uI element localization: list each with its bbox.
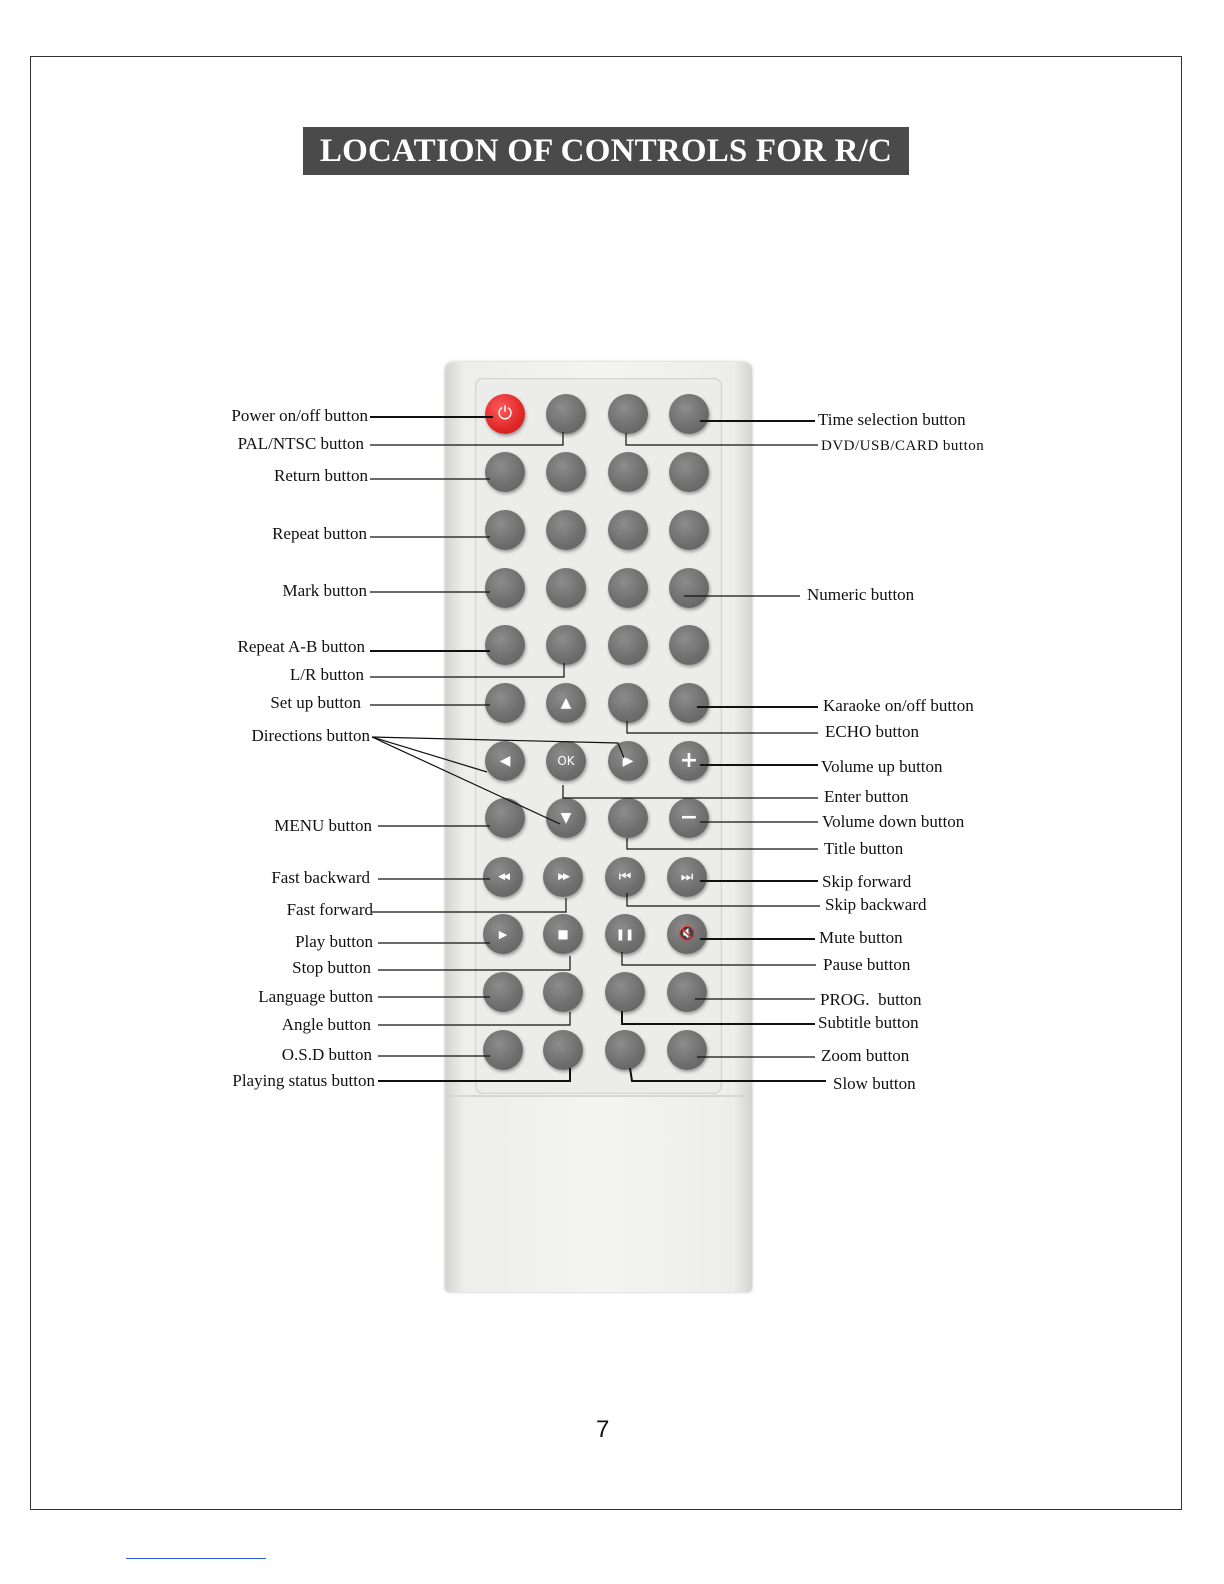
power-icon: ⏻ xyxy=(497,403,513,424)
label-echo: ECHO button xyxy=(825,722,919,741)
pause-icon: ❚❚ xyxy=(615,927,635,941)
label-stop: Stop button xyxy=(292,958,371,977)
play-button[interactable] xyxy=(483,914,523,954)
label-volume-up: Volume up button xyxy=(821,757,943,776)
label-language: Language button xyxy=(258,987,373,1006)
label-power: Power on/off button xyxy=(231,406,368,425)
footer-rule xyxy=(126,1558,266,1559)
numeric-button[interactable] xyxy=(608,510,648,550)
skip-backward-button[interactable] xyxy=(605,857,645,897)
mute-button[interactable] xyxy=(667,914,707,954)
direction-down-button[interactable] xyxy=(546,798,586,838)
label-fast-forward: Fast forward xyxy=(286,900,373,919)
repeat-a-b-button[interactable] xyxy=(485,625,525,665)
numeric-button[interactable] xyxy=(608,452,648,492)
fast-forward-icon: ▶▶ xyxy=(558,871,568,882)
numeric-button[interactable] xyxy=(669,452,709,492)
zoom-button[interactable] xyxy=(667,1030,707,1070)
numeric-button[interactable] xyxy=(669,568,709,608)
label-volume-down: Volume down button xyxy=(822,812,965,831)
numeric-button[interactable] xyxy=(669,625,709,665)
numeric-button[interactable] xyxy=(608,568,648,608)
label-menu: MENU button xyxy=(274,816,372,835)
label-slow: Slow button xyxy=(833,1074,916,1093)
karaoke-button[interactable] xyxy=(669,683,709,723)
label-fast-backward: Fast backward xyxy=(271,868,370,887)
arrow-right-icon: ▶ xyxy=(622,753,634,769)
label-setup: Set up button xyxy=(270,693,361,712)
label-title: Title button xyxy=(824,839,904,858)
playing-status-button[interactable] xyxy=(543,1030,583,1070)
plus-icon: + xyxy=(679,748,699,773)
arrow-down-icon: ▼ xyxy=(560,810,572,826)
title-button[interactable] xyxy=(608,798,648,838)
language-button[interactable] xyxy=(483,972,523,1012)
label-osd: O.S.D button xyxy=(281,1045,372,1064)
label-numeric: Numeric button xyxy=(807,585,915,604)
return-button[interactable] xyxy=(485,452,525,492)
arrow-left-icon: ◀ xyxy=(499,753,511,769)
dvd-usb-card-button[interactable] xyxy=(608,394,648,434)
numeric-button[interactable] xyxy=(669,510,709,550)
fast-forward-button[interactable] xyxy=(543,857,583,897)
remote-divider xyxy=(450,1095,747,1097)
label-skip-forward: Skip forward xyxy=(822,872,912,891)
power-button[interactable] xyxy=(485,394,525,434)
page-title: LOCATION OF CONTROLS FOR R/C xyxy=(303,127,909,175)
label-dvd-usb-card: DVD/USB/CARD button xyxy=(821,438,985,454)
subtitle-button[interactable] xyxy=(605,972,645,1012)
label-playing-status: Playing status button xyxy=(232,1071,375,1090)
slow-button[interactable] xyxy=(605,1030,645,1070)
direction-right-button[interactable] xyxy=(608,741,648,781)
stop-button[interactable] xyxy=(543,914,583,954)
label-return: Return button xyxy=(274,466,368,485)
ok-icon: OK xyxy=(557,754,575,768)
skip-forward-button[interactable] xyxy=(667,857,707,897)
label-directions: Directions button xyxy=(251,726,370,745)
label-play: Play button xyxy=(295,932,373,951)
time-selection-button[interactable] xyxy=(669,394,709,434)
numeric-button[interactable] xyxy=(546,510,586,550)
arrow-up-icon: ▲ xyxy=(560,695,572,711)
label-mute: Mute button xyxy=(819,928,903,947)
angle-button[interactable] xyxy=(543,972,583,1012)
label-karaoke: Karaoke on/off button xyxy=(823,696,974,715)
pal-ntsc-button[interactable] xyxy=(546,394,586,434)
label-mark: Mark button xyxy=(282,581,367,600)
fast-backward-button[interactable] xyxy=(483,857,523,897)
label-angle: Angle button xyxy=(281,1015,371,1034)
l-r-button[interactable] xyxy=(546,625,586,665)
label-l-r: L/R button xyxy=(289,665,364,684)
label-time-selection: Time selection button xyxy=(818,410,966,429)
numeric-button[interactable] xyxy=(546,568,586,608)
mute-icon: 🔇 xyxy=(678,926,696,942)
fast-backward-icon: ◀◀ xyxy=(498,871,508,882)
volume-up-button[interactable] xyxy=(669,741,709,781)
enter-ok-button[interactable] xyxy=(546,741,586,781)
label-subtitle: Subtitle button xyxy=(818,1013,919,1032)
setup-button[interactable] xyxy=(485,683,525,723)
label-zoom: Zoom button xyxy=(821,1046,910,1065)
label-repeat-a-b: Repeat A-B button xyxy=(237,637,365,656)
skip-backward-icon: ⏮ xyxy=(618,869,632,885)
pause-button[interactable] xyxy=(605,914,645,954)
direction-left-button[interactable] xyxy=(485,741,525,781)
page-number: 7 xyxy=(596,1416,610,1443)
label-enter: Enter button xyxy=(824,787,909,806)
prog-button[interactable] xyxy=(667,972,707,1012)
numeric-button[interactable] xyxy=(546,452,586,492)
repeat-button[interactable] xyxy=(485,510,525,550)
label-repeat: Repeat button xyxy=(272,524,367,543)
echo-button[interactable] xyxy=(608,683,648,723)
play-icon: ▶ xyxy=(498,927,508,941)
direction-up-button[interactable] xyxy=(546,683,586,723)
label-prog: PROG. button xyxy=(820,990,922,1009)
label-skip-backward: Skip backward xyxy=(825,895,927,914)
menu-button[interactable] xyxy=(485,798,525,838)
stop-icon: ■ xyxy=(557,927,569,941)
numeric-button[interactable] xyxy=(608,625,648,665)
volume-down-button[interactable] xyxy=(669,798,709,838)
skip-forward-icon: ⏭ xyxy=(680,869,694,885)
minus-icon: − xyxy=(679,805,699,830)
label-pal-ntsc: PAL/NTSC button xyxy=(237,434,364,453)
label-pause: Pause button xyxy=(823,955,911,974)
mark-button[interactable] xyxy=(485,568,525,608)
osd-button[interactable] xyxy=(483,1030,523,1070)
